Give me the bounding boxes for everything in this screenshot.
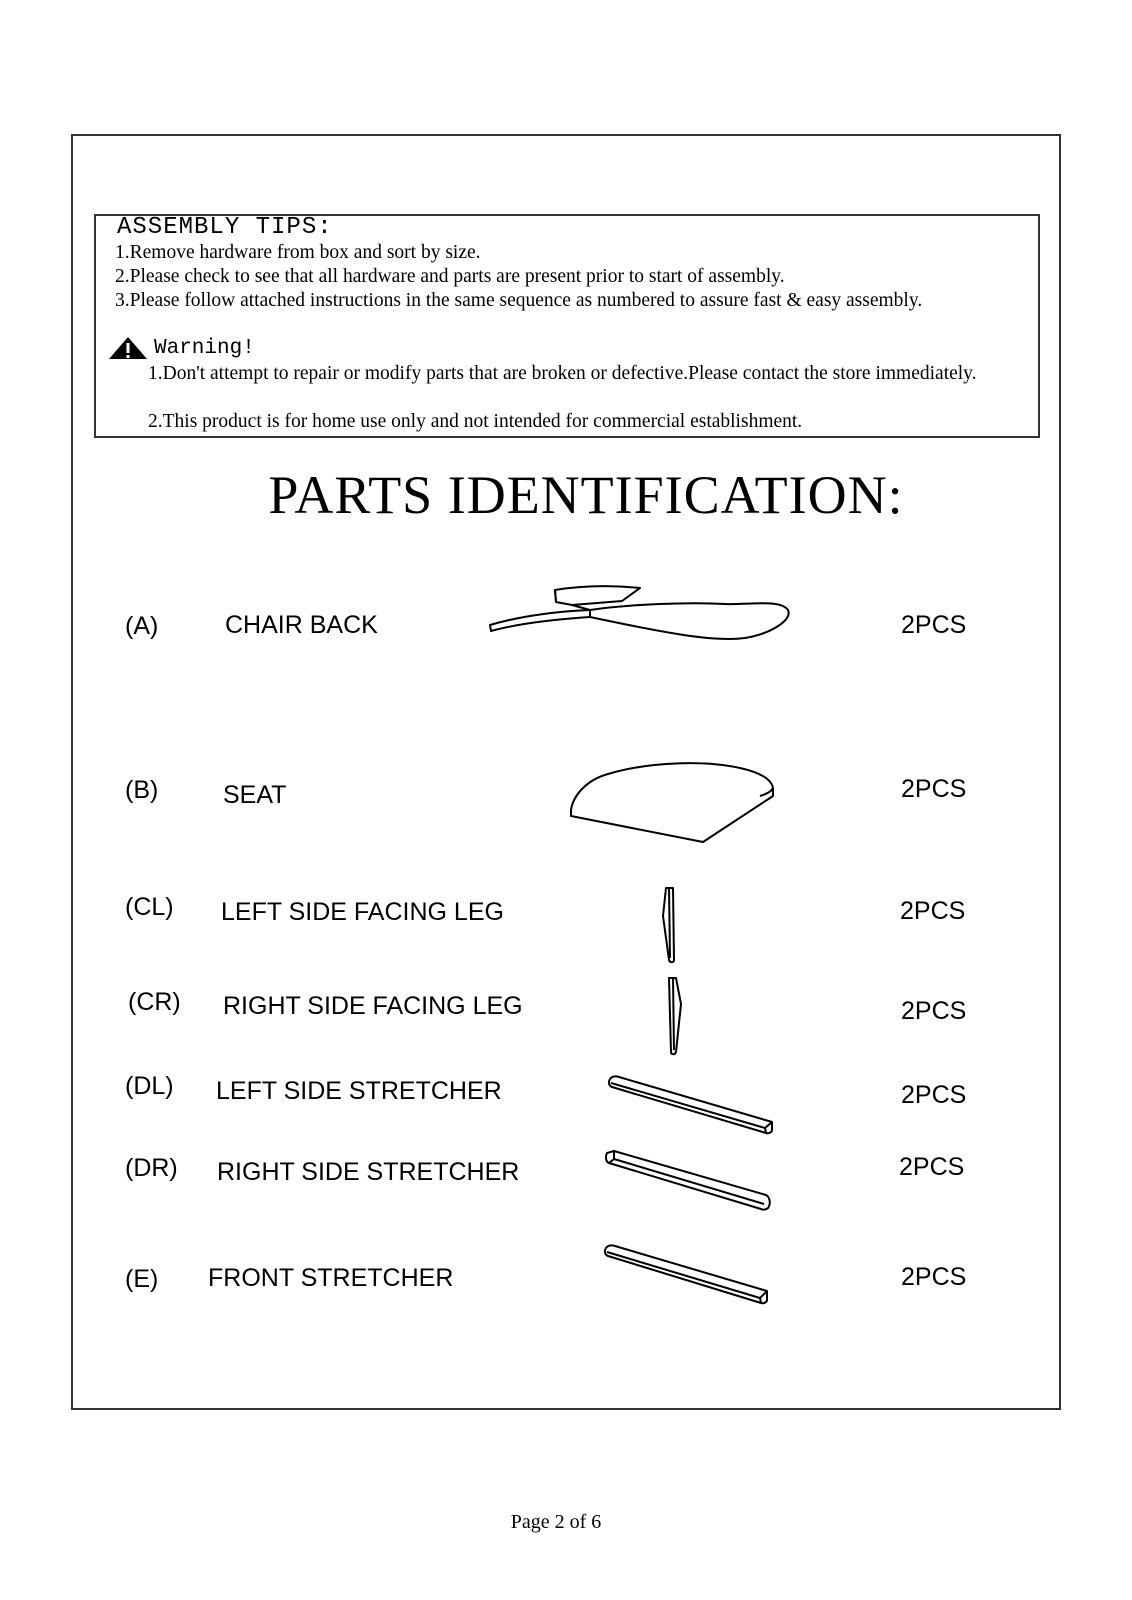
part-code: (CR) bbox=[128, 988, 181, 1016]
part-name: RIGHT SIDE FACING LEG bbox=[223, 992, 523, 1020]
part-name: LEFT SIDE FACING LEG bbox=[221, 898, 504, 926]
front-stretcher-drawing bbox=[603, 1244, 773, 1308]
part-name: RIGHT SIDE STRETCHER bbox=[217, 1158, 520, 1186]
part-quantity: 2PCS bbox=[901, 1081, 967, 1109]
part-code: (B) bbox=[125, 776, 159, 804]
part-code: (CL) bbox=[125, 893, 174, 921]
seat-drawing bbox=[568, 760, 778, 844]
part-quantity: 2PCS bbox=[901, 1263, 967, 1291]
part-quantity: 2PCS bbox=[899, 1153, 965, 1181]
assembly-tips-heading: ASSEMBLY TIPS: bbox=[117, 214, 333, 241]
part-quantity: 2PCS bbox=[901, 611, 967, 639]
warning-item: 1.Don't attempt to repair or modify parts that are broken or defective.Please contact the store immediately. bbox=[148, 363, 977, 384]
warning-item: 2.This product is for home use only and not intended for commercial establishment. bbox=[148, 411, 803, 432]
left-stretcher-drawing bbox=[607, 1075, 777, 1135]
warning-triangle-icon bbox=[108, 336, 148, 360]
part-quantity: 2PCS bbox=[901, 775, 967, 803]
right-leg-drawing bbox=[666, 976, 686, 1056]
assembly-tips-box bbox=[94, 214, 1040, 438]
part-name: SEAT bbox=[223, 781, 287, 809]
part-code: (DL) bbox=[125, 1072, 174, 1100]
assembly-tip: 3.Please follow attached instructions in the same sequence as numbered to assure fast & easy assembly. bbox=[115, 290, 923, 311]
part-quantity: 2PCS bbox=[901, 997, 967, 1025]
chair-back-drawing bbox=[490, 586, 800, 656]
parts-identification-title: PARTS IDENTIFICATION: bbox=[268, 465, 904, 525]
part-code: (DR) bbox=[125, 1154, 178, 1182]
part-name: LEFT SIDE STRETCHER bbox=[216, 1077, 502, 1105]
assembly-tip: 2.Please check to see that all hardware and parts are present prior to start of assembly. bbox=[115, 266, 785, 287]
assembly-tip: 1.Remove hardware from box and sort by size. bbox=[115, 242, 481, 263]
part-code: (E) bbox=[125, 1265, 159, 1293]
right-stretcher-drawing bbox=[604, 1149, 774, 1213]
part-name: CHAIR BACK bbox=[225, 611, 378, 639]
part-name: FRONT STRETCHER bbox=[208, 1264, 454, 1292]
page-number: Page 2 of 6 bbox=[510, 1511, 602, 1533]
left-leg-drawing bbox=[661, 886, 681, 964]
warning-label: Warning! bbox=[154, 337, 255, 360]
part-code: (A) bbox=[125, 612, 159, 640]
part-quantity: 2PCS bbox=[900, 897, 966, 925]
